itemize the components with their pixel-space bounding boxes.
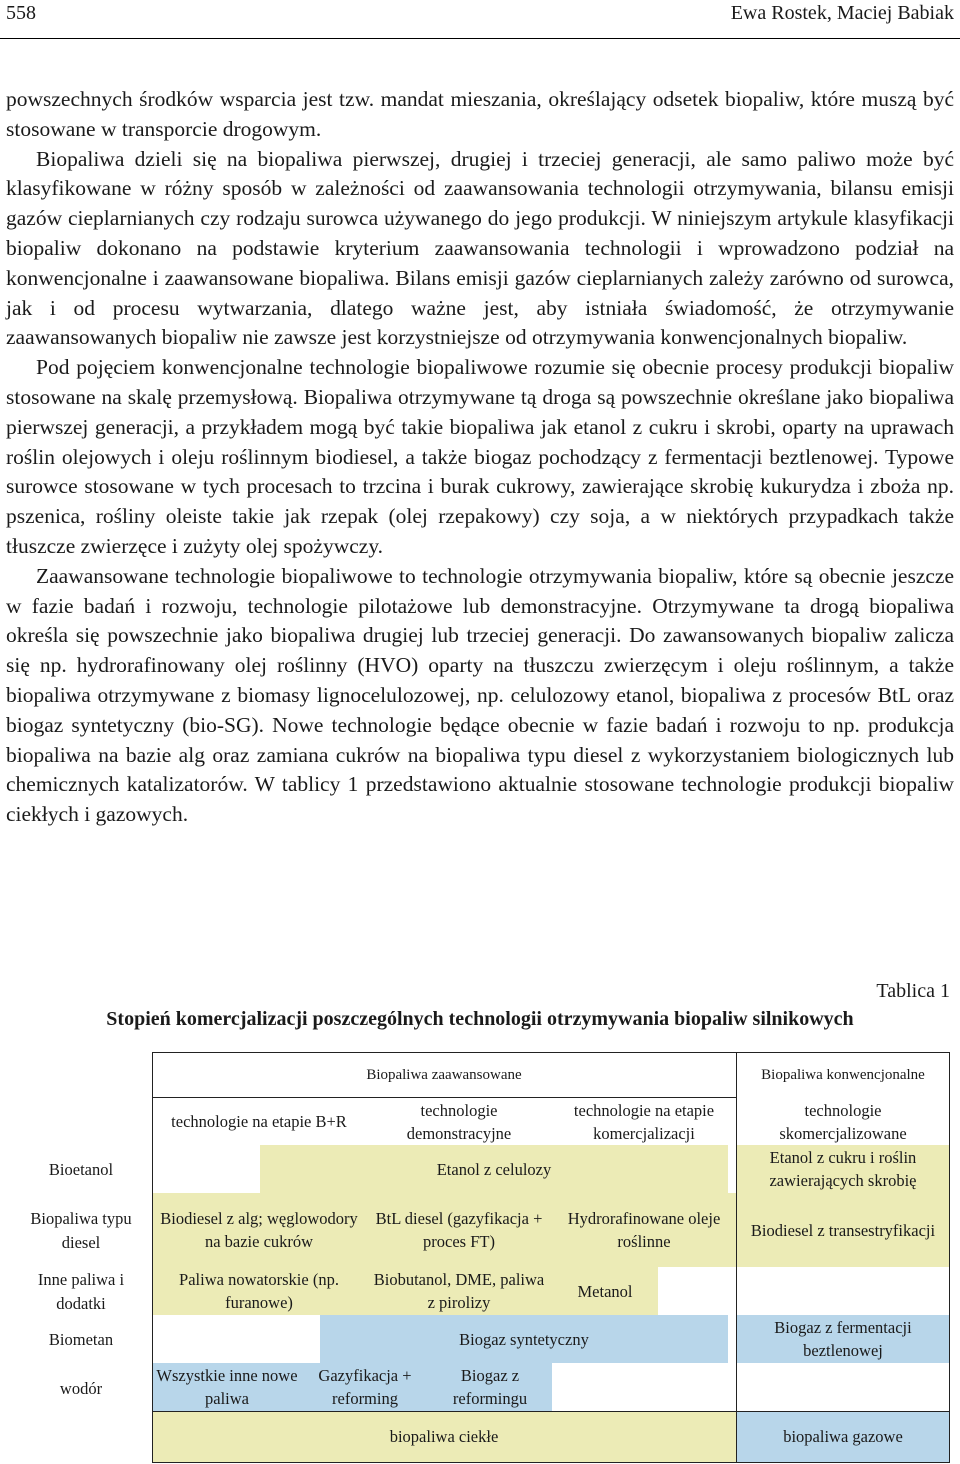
cell-metanol: Metanol bbox=[552, 1267, 658, 1315]
paragraph: Biopaliwa dzieli się na biopaliwa pierwszej, drugiej i trzeciej generacji, ale samo paliwo może być klasyfikowane w różny sposób w zależności od zaawansowania technologii otrzymywania, bilansu emisji gazów cieplarnianych czy rodzaju surowca używanego do jego produkcji. W niniejszym artykule klasyfikacji biopaliw dokonano na podstawie kryterium zaawansowania technologii i wprowadzono podział na konwencjonalne i zaawansowane biopaliwa. Bilans emisji gazów cieplarnianych zależy zarówno od surowca, jak i od procesu wytwarzania, dlatego ważne jest, aby istniała świadomość, że otrzymywanie zaawansowanych biopaliw nie zawsze jest korzystniejsze od otrzymywania konwencjonalnych biopaliw. bbox=[6, 146, 954, 350]
cell-biodiesel-alg: Biodiesel z alg; węglowodory na bazie cukrów bbox=[152, 1193, 366, 1267]
legend-gaseous: biopaliwa gazowe bbox=[737, 1411, 949, 1462]
paragraph: Zaawansowane technologie biopaliwowe to technologie otrzymywania biopaliw, które są obecnie jeszcze w fazie badań i rozwoju, technologie pilotażowe lub demonstracyjne. Otrzymywane ta drogą biopaliwa określa się powszechnie jako biopaliwa drugiej lub trzeciej generacji. Do zawansowanych biopaliw zalicza się np. hydrorafinowany olej roślinny (HVO) oparty na tłuszczu zwierzęcym i oleju roślinnym, a także biopaliwa otrzymywane z biomasy lignocelulozowej, np. celulozowy etanol, biopaliwa z procesów BtL oraz biogaz syntetyczny (bio-SG). Nowe technologie będące obecnie w fazie badań i rozwoju to np. produkcja biopaliwa na bazie alg oraz zamiana cukrów na biopaliwa typu diesel z wykorzystaniem biologicznych lub chemicznych katalizatorów. W tablicy 1 przedstawiono aktualnie stosowane technologie produkcji biopaliw ciekłych i gazowych. bbox=[6, 563, 954, 827]
cell-wszystkie-inne: Wszystkie inne nowe paliwa bbox=[152, 1363, 302, 1411]
header-conventional: Biopaliwa konwencjonalne bbox=[761, 1066, 925, 1083]
legend-liquid: biopaliwa ciekłe bbox=[152, 1411, 736, 1462]
header-advanced: Biopaliwa zaawansowane bbox=[366, 1066, 522, 1083]
cell-etanol-cukru: Etanol z cukru i roślin zawierających skrobię bbox=[737, 1145, 949, 1193]
divider bbox=[736, 1052, 737, 1463]
cell-etanol-celulozy: Etanol z celulozy bbox=[260, 1145, 728, 1193]
page-number: 558 bbox=[6, 2, 36, 24]
cell-biogaz-syntetyczny: Biogaz syntetyczny bbox=[320, 1315, 728, 1363]
cell-paliwa-nowatorskie: Paliwa nowatorskie (np. furanowe) bbox=[152, 1267, 366, 1315]
cell-biogaz-reformingu: Biogaz z reformingu bbox=[428, 1363, 552, 1411]
row-label-hydrogen: wodór bbox=[59, 1379, 103, 1398]
table-frame bbox=[152, 1052, 950, 1463]
running-header-authors: Ewa Rostek, Maciej Babiak bbox=[730, 2, 954, 24]
cell-btl-diesel: BtL diesel (gazyfikacja + proces FT) bbox=[366, 1193, 552, 1267]
table-title: Stopień komercjalizacji poszczególnych technologii otrzymywania biopaliw silnikowych bbox=[106, 1008, 854, 1030]
table-label: Tablica 1 bbox=[876, 980, 950, 1002]
divider bbox=[152, 1411, 950, 1412]
paragraph: powszechnych środków wsparcia jest tzw. mandat mieszania, określający odsetek biopaliw, które muszą być stosowane w transporcie drogowym. bbox=[6, 87, 954, 141]
paragraph: Pod pojęciem konwencjonalne technologie biopaliwowe rozumie się obecnie procesy produkcji biopaliw stosowane na skalę przemysłową. Biopaliwa otrzymywane tą droga są powszechnie określane jako biopaliwa pierwszej generacji, a przykładem mogą być takie biopaliwa jak etanol z cukru i skrobi, oparty na uprawach roślin olejowych i oleju roślinnym biodiesel, a także biogaz pochodzący z fermentacji beztlenowej. Typowe surowce stosowane w tych procesach to trzcina i burak cukrowy, zawierające skrobię kukurydza i zboża np. pszenica, rośliny oleiste takie jak rzepak (olej rzepakowy) czy soja, a w niektórych przypadkach także tłuszcze zwierzęce i zużyty olej spożywczy. bbox=[6, 355, 954, 558]
article-body bbox=[6, 85, 954, 830]
header-stage-demo: technologie demonstracyjne bbox=[406, 1100, 512, 1143]
header-stage-commercialized: technologie skomercjalizowane bbox=[779, 1100, 907, 1143]
header-stage-br: technologie na etapie B+R bbox=[171, 1112, 347, 1131]
cell-hvo: Hydrorafinowane oleje roślinne bbox=[552, 1193, 736, 1267]
header-stage-commercialization: technologie na etapie komercjalizacji bbox=[573, 1100, 715, 1143]
cell-biodiesel-transestryfikacji: Biodiesel z transestryfikacji bbox=[737, 1193, 949, 1267]
row-label-diesel: Biopaliwa typu diesel bbox=[30, 1209, 132, 1252]
cell-gazyfikacja: Gazyfikacja + reforming bbox=[302, 1363, 428, 1411]
cell-biogaz-fermentacji: Biogaz z fermentacji beztlenowej bbox=[737, 1315, 949, 1363]
row-label-other: Inne paliwa i dodatki bbox=[37, 1270, 125, 1313]
header-rule bbox=[0, 38, 960, 39]
row-label-biomethane: Biometan bbox=[48, 1330, 114, 1349]
divider bbox=[152, 1097, 736, 1098]
cell-biobutanol: Biobutanol, DME, paliwa z pirolizy bbox=[366, 1267, 552, 1315]
row-label-bioethanol: Bioetanol bbox=[48, 1160, 114, 1179]
